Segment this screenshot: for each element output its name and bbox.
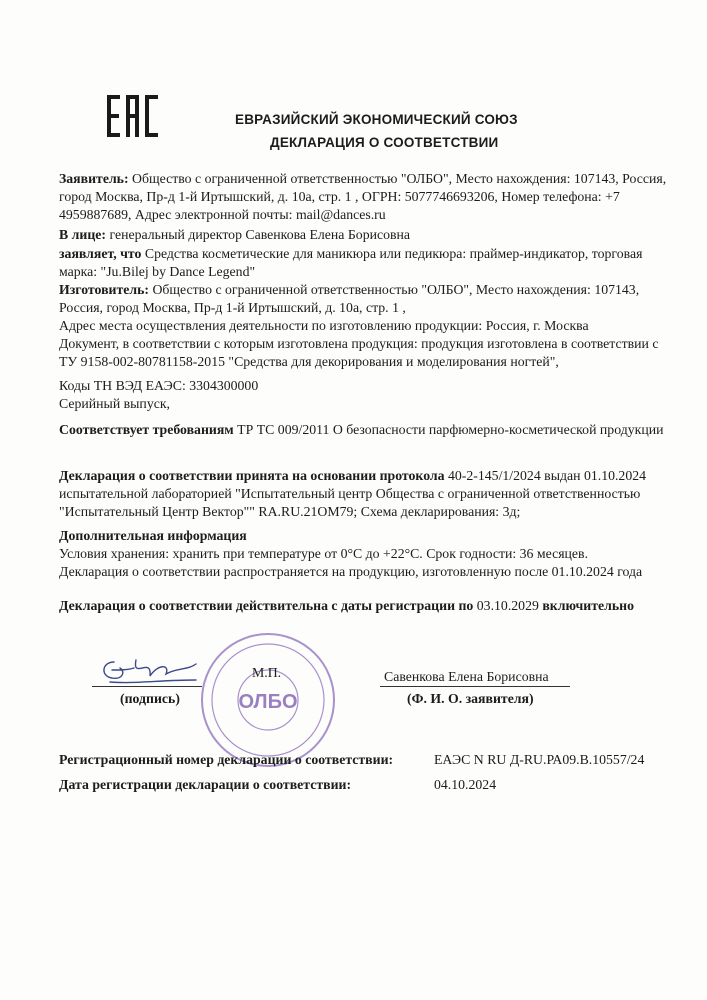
validity-prefix: Декларация о соответствии действительна с даты регистрации по [59, 598, 474, 613]
protocol-label: Декларация о соответствии принята на основании протокола [59, 468, 445, 483]
applicant-label: Заявитель: [59, 171, 129, 186]
stamp-text: ОЛБО [238, 691, 298, 713]
name-caption: (Ф. И. О. заявителя) [407, 691, 534, 706]
requirements-label: Соответствует требованиям [59, 422, 234, 437]
protocol-text: 40-2-145/1/2024 выдан 01.10.2024 испытательной лабораторией "Испытательный центр Общества с ограниченной ответственностью "Испытательный Центр Вектор"" RA.RU.21OM79; Схема декларирования: 3д; [59, 468, 647, 519]
requirements-block [59, 421, 669, 439]
validity-date: 03.10.2029 [473, 598, 543, 613]
additional-label: Дополнительная информация [59, 528, 247, 543]
storage-conditions: Условия хранения: хранить при температуре от 0°С до +22°С. Срок годности: 36 месяцев. [59, 546, 589, 561]
name-line [380, 686, 570, 687]
eac-logo [107, 95, 159, 137]
protocol-block [59, 467, 669, 521]
manufacturer-text: Общество с ограниченной ответственностью "ОЛБО", Место нахождения: 107143, Россия, город Москва, Пр-д 1-й Иртышский, д. 10а, стр. 1 , [59, 282, 640, 315]
document-basis: Документ, в соответствии с которым изготовлена продукция: продукция изготовлена в соответствии с ТУ 9158-002-80781158-2015 "Средства для декорирования и моделирования ногтей", [59, 336, 659, 369]
manufacturer-label: Изготовитель: [59, 282, 149, 297]
signature-scribble [92, 650, 202, 690]
signer-name: Савенкова Елена Борисовна [384, 669, 549, 684]
validity-block [59, 597, 669, 615]
registration-date-label: Дата регистрации декларации о соответствии: [59, 777, 352, 792]
company-stamp [198, 630, 338, 770]
requirements-text: ТР ТС 009/2011 О безопасности парфюмерно-косметической продукции [233, 422, 664, 437]
registration-number-label: Регистрационный номер декларации о соответствии: [59, 752, 394, 767]
person-block [59, 226, 669, 244]
person-text: генеральный директор Савенкова Елена Борисовна [106, 227, 411, 242]
applicant-block [59, 170, 669, 224]
union-title: ЕВРАЗИЙСКИЙ ЭКОНОМИЧЕСКИЙ СОЮЗ [235, 112, 518, 127]
declares-label: заявляет, что [59, 246, 142, 261]
codes: Коды ТН ВЭД ЕАЭС: 3304300000 [59, 378, 259, 393]
manufacturer-block [59, 281, 669, 317]
serial-release: Серийный выпуск, [59, 396, 170, 411]
signature-caption: (подпись) [120, 691, 180, 706]
applicant-text: Общество с ограниченной ответственностью "ОЛБО", Место нахождения: 107143, Россия, город Москва, Пр-д 1-й Иртышский, д. 10а, стр. 1 , ОГРН: 5077746693206, Номер телефона: +7 4959887689, Адрес электронной почты: mail@dances.ru [59, 171, 667, 222]
person-label: В лице: [59, 227, 107, 242]
production-date-note: Декларация о соответствии распространяется на продукцию, изготовленную после 01.10.2024 года [59, 564, 643, 579]
production-address: Адрес места осуществления деятельности по изготовлению продукции: Россия, г. Москва [59, 318, 589, 333]
document-title: ДЕКЛАРАЦИЯ О СООТВЕТСТВИИ [270, 135, 499, 150]
declares-text: Средства косметические для маникюра или педикюра: праймер-индикатор, торговая марка: "Ju.Bilej by Dance Legend" [59, 246, 643, 279]
declares-block [59, 245, 669, 281]
validity-suffix: включительно [542, 598, 634, 613]
registration-number-value: ЕАЭС N RU Д-RU.РА09.В.10557/24 [434, 752, 645, 767]
mp-label: М.П. [252, 665, 282, 680]
registration-date-value: 04.10.2024 [434, 777, 497, 792]
signature-line [92, 686, 202, 687]
